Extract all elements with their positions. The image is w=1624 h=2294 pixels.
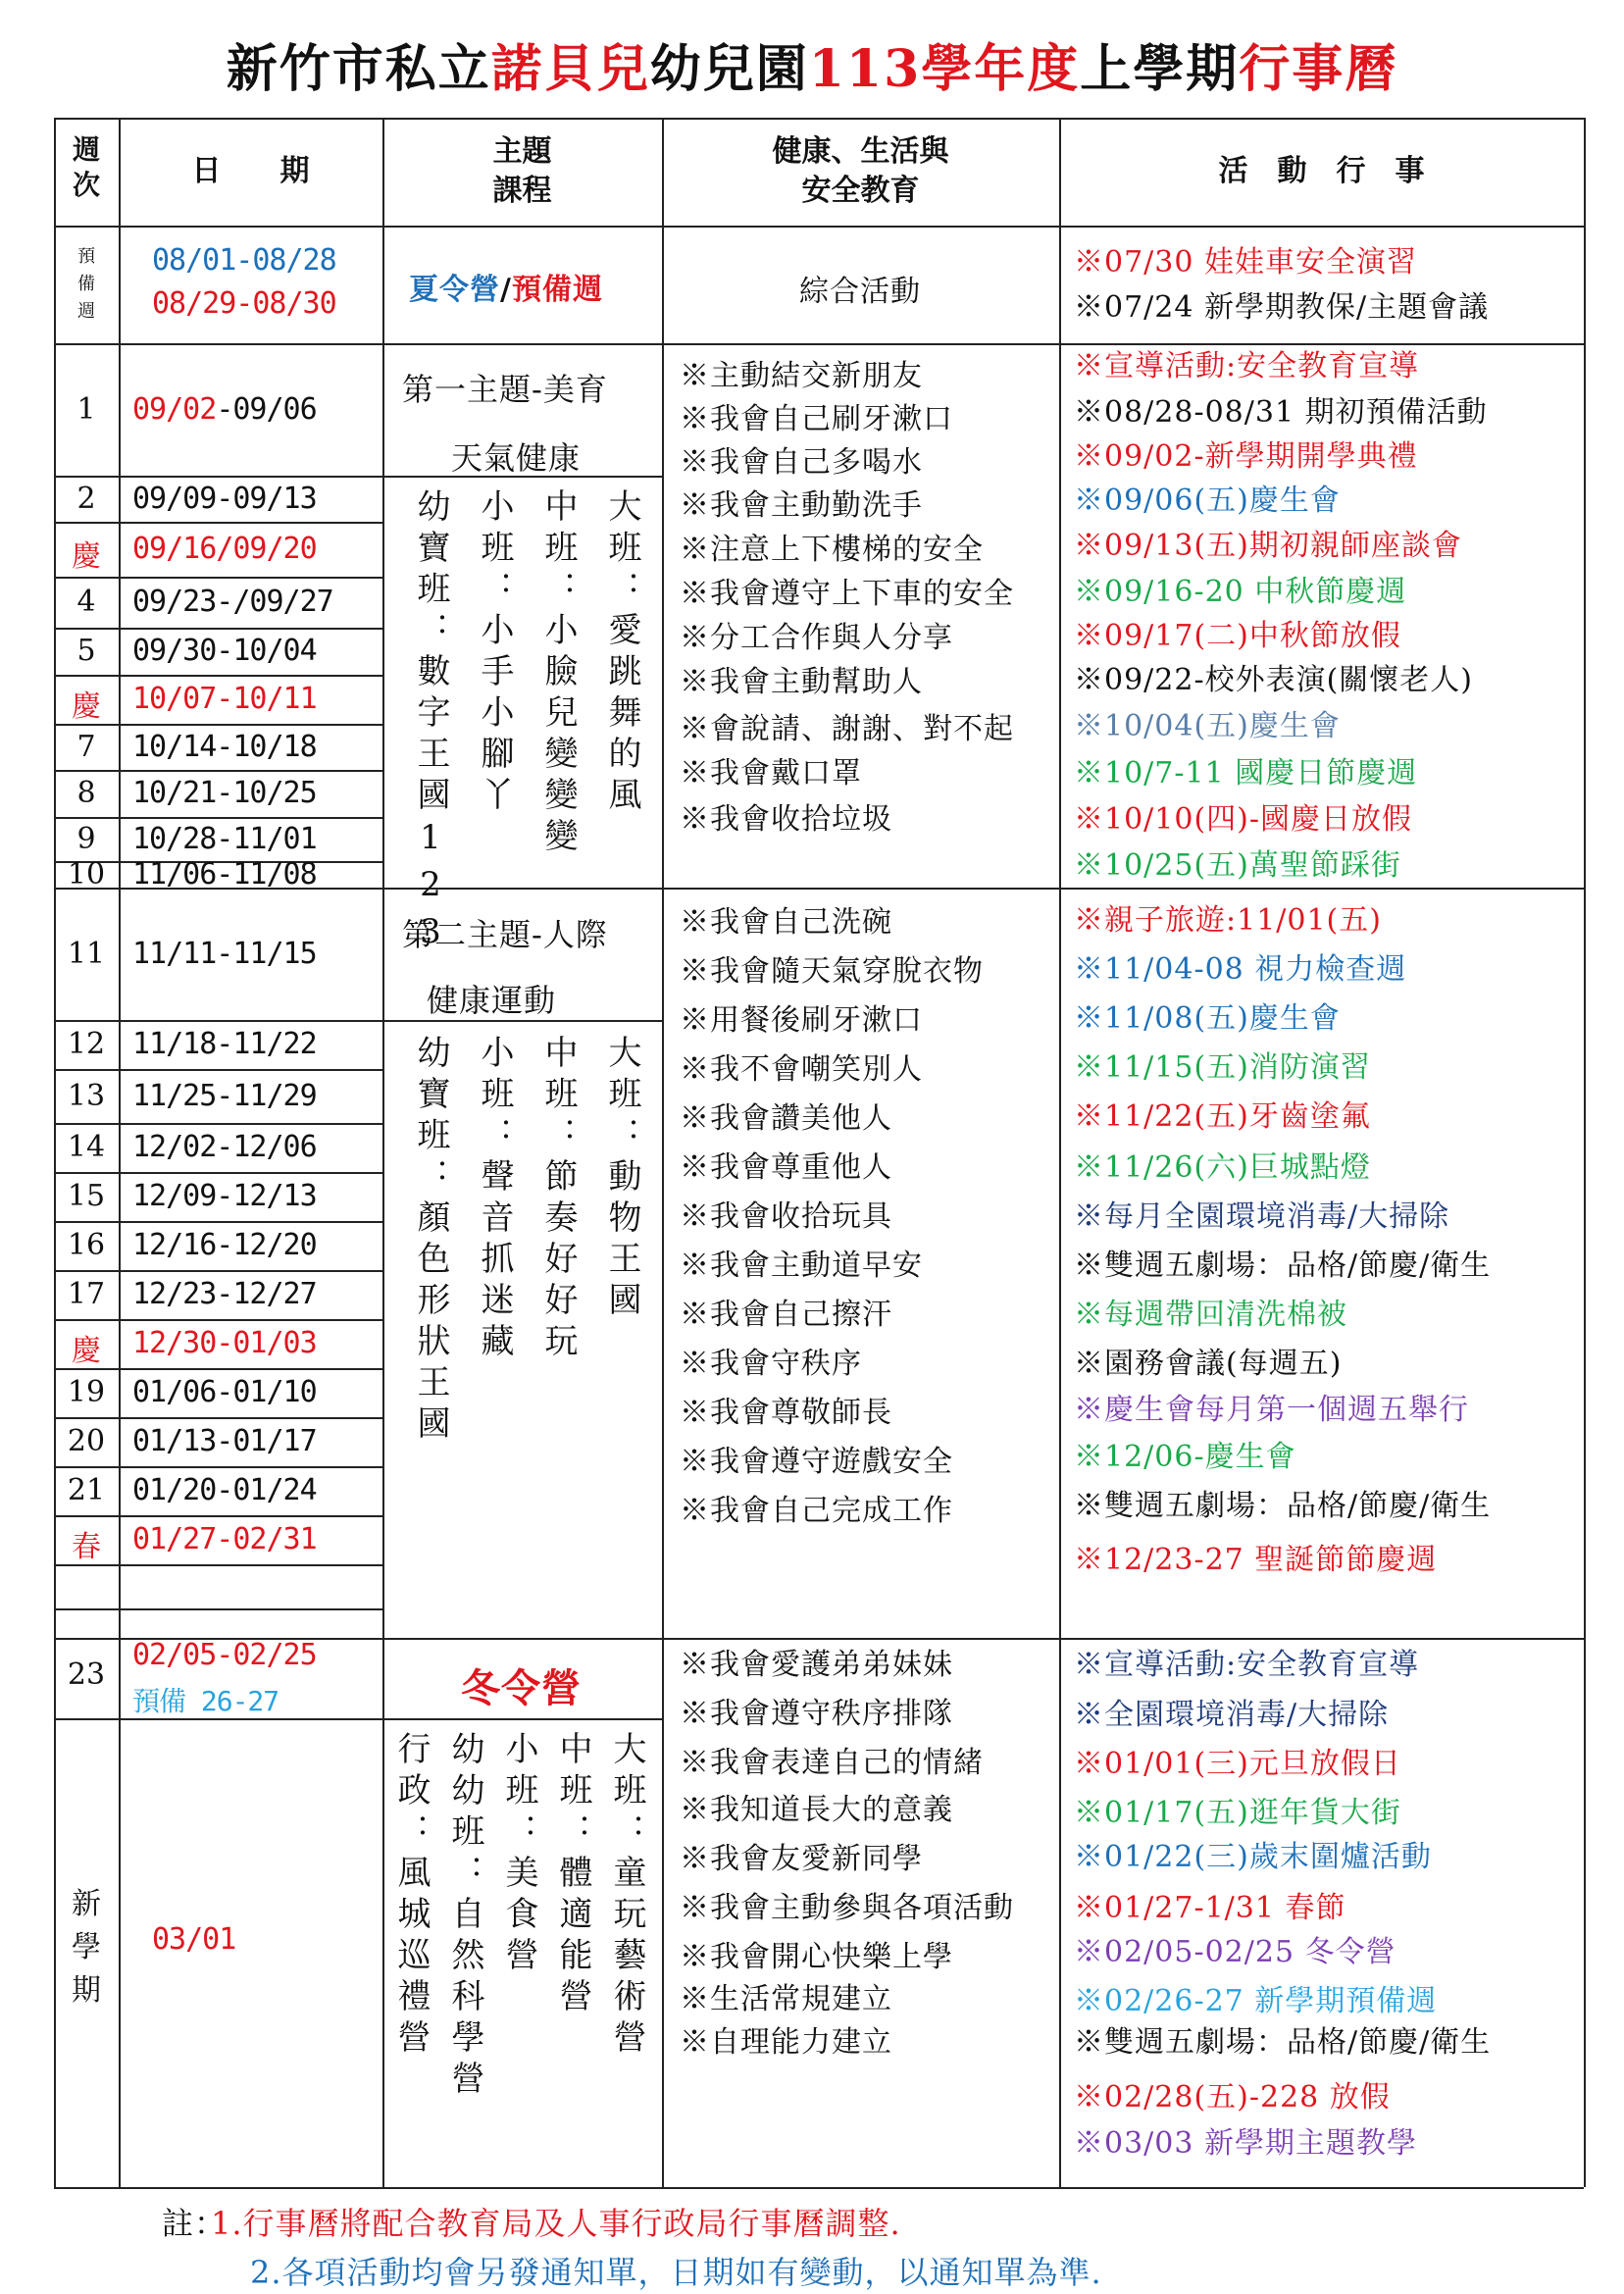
row-border <box>54 628 382 630</box>
title-calendar: 行事曆 <box>1239 39 1398 99</box>
activity-item: ※11/04-08 視力檢查週 <box>1074 952 1407 987</box>
note-label: 註： <box>162 2205 228 2242</box>
week-number: 10 <box>67 856 106 892</box>
date-range: 02/05-02/25 <box>132 1638 317 1672</box>
date-range: 01/13-01/17 <box>132 1424 317 1458</box>
row-border <box>54 226 1584 228</box>
column-border <box>662 118 664 2187</box>
activity-item: ※01/01(三)元旦放假日 <box>1074 1747 1401 1781</box>
theme-3-class-3: 幼幼班：自然科學營 <box>445 1731 484 2102</box>
column-border <box>1584 118 1586 2187</box>
health-item: ※我會開心快樂上學 <box>680 1940 953 1974</box>
row-border <box>54 1466 382 1468</box>
health-item: ※生活常規建立 <box>680 1982 892 2016</box>
theme-2-class-0: 大班：動物王國 <box>602 1035 641 1323</box>
activity-item: ※09/16-20 中秋節慶週 <box>1074 575 1407 609</box>
health-item: ※我會愛護弟弟妹妹 <box>680 1648 953 1682</box>
week-number: 慶 <box>72 539 101 574</box>
row-border <box>54 577 382 579</box>
week-number: 1 <box>76 391 96 427</box>
activity-item: ※10/25(五)萬聖節踩街 <box>1074 848 1401 883</box>
week-number: 2 <box>76 481 96 516</box>
date-range: 09/23-/09/27 <box>132 585 333 619</box>
activity-item: ※02/28(五)-228 放假 <box>1074 2080 1391 2115</box>
activity-item: ※07/30 娃娃車安全演習 <box>1074 245 1417 280</box>
note-1: 1.行事曆將配合教育局及人事行政局行事曆調整. <box>211 2205 901 2242</box>
activity-item: ※01/22(三)歲末圍爐活動 <box>1074 1840 1432 1874</box>
theme-2-class-1: 中班：節奏好好玩 <box>538 1035 578 1364</box>
health-item: ※我會收拾垃圾 <box>680 802 892 837</box>
row-border <box>54 1319 382 1321</box>
theme-2-title: 第二主題-人際 <box>402 916 608 953</box>
activity-item: ※11/08(五)慶生會 <box>1074 1001 1341 1036</box>
activity-item: ※10/7-11 國慶日節慶週 <box>1074 756 1418 790</box>
date-prep-2: 08/29-08/30 <box>152 286 336 321</box>
activity-item: ※09/22-校外表演(關懷老人) <box>1074 663 1473 697</box>
week-number: 春 <box>72 1530 101 1564</box>
activity-item: ※10/10(四)-國慶日放假 <box>1074 802 1412 837</box>
activity-item: ※11/22(五)牙齒塗氟 <box>1074 1099 1371 1134</box>
row-border <box>54 675 382 677</box>
date-range: 01/27-02/31 <box>132 1522 317 1556</box>
title-school-name: 諾貝兒 <box>490 39 650 99</box>
week-number: 19 <box>67 1375 106 1409</box>
week-number: 11 <box>67 936 106 971</box>
theme-1-subtitle: 天氣健康 <box>451 439 582 477</box>
activity-item: ※宣導活動:安全教育宣導 <box>1074 349 1420 383</box>
date-range: 12/02-12/06 <box>132 1130 317 1164</box>
theme-3-class-1: 中班：體適能營 <box>553 1731 592 2019</box>
health-item: ※我會主動幫助人 <box>680 665 923 699</box>
date-range: 11/06-11/08 <box>132 856 317 892</box>
week-number: 7 <box>76 729 96 764</box>
date-range: 12/23-12/27 <box>132 1277 317 1311</box>
activity-item: ※慶生會每月第一個週五舉行 <box>1074 1393 1469 1427</box>
row-border <box>54 1221 382 1223</box>
health-item: ※我會主動勤洗手 <box>680 488 923 523</box>
health-item: ※我會遵守秩序排隊 <box>680 1697 953 1731</box>
week-number: 12 <box>67 1027 106 1061</box>
health-item: ※主動結交新朋友 <box>680 359 923 393</box>
date-new-semester: 03/01 <box>152 1922 236 1957</box>
theme-1-title: 第一主題-美育 <box>402 371 608 408</box>
column-border <box>382 118 384 2187</box>
date-range: 12/09-12/13 <box>132 1179 317 1213</box>
health-item: ※我會收拾玩具 <box>680 1199 892 1234</box>
activity-item: ※01/17(五)逛年貨大街 <box>1074 1796 1401 1830</box>
health-item: ※我會讚美他人 <box>680 1101 892 1136</box>
row-border <box>54 343 382 345</box>
header-activity: 活 動 行 事 <box>1218 154 1425 188</box>
date-range: 09/30-10/04 <box>132 634 317 668</box>
theme-1-class-2: 小班：小手小腳丫 <box>475 488 514 818</box>
theme-1-class-3: 幼寶班：數字王國123 <box>411 488 450 959</box>
activity-item: ※每週帶回清洗棉被 <box>1074 1298 1347 1332</box>
health-item: ※我會自己擦汗 <box>680 1298 892 1332</box>
week-number: 慶 <box>72 1334 101 1368</box>
row-border <box>54 522 382 524</box>
row-border <box>54 476 382 478</box>
theme-3-class-4: 行政：風城巡禮營 <box>391 1731 431 2061</box>
activity-item: ※親子旅遊:11/01(五) <box>1074 903 1382 938</box>
activity-item: ※12/23-27 聖誕節節慶週 <box>1074 1543 1438 1577</box>
health-item: ※我會守秩序 <box>680 1347 862 1381</box>
health-item: ※我會戴口罩 <box>680 756 862 790</box>
activity-item: ※11/26(六)巨城點燈 <box>1074 1150 1371 1185</box>
health-item: ※會說請、謝謝、對不起 <box>680 712 1014 746</box>
week-cell-new-semester: 新 學 期 <box>72 1887 101 2008</box>
theme-2-subtitle: 健康運動 <box>427 982 557 1019</box>
page-title <box>0 27 1624 101</box>
activity-item: ※12/06-慶生會 <box>1074 1440 1296 1474</box>
row-border <box>54 1270 382 1272</box>
note-2: 2.各項活動均會另發通知單，日期如有變動，以通知單為準. <box>250 2254 1102 2291</box>
date-range: 01/20-01/24 <box>132 1473 317 1507</box>
activity-item: ※11/15(五)消防演習 <box>1074 1050 1371 1085</box>
row-border <box>54 1123 382 1125</box>
header-date: 日 期 <box>191 154 310 188</box>
theme-3-class-0: 大班：童玩藝術營 <box>607 1731 646 2061</box>
theme-1-class-0: 大班：愛跳舞的風 <box>602 488 641 818</box>
theme-1-class-1: 中班：小臉兒變變變 <box>538 488 578 859</box>
health-item: ※我會自己刷牙漱口 <box>680 402 953 436</box>
header-theme: 主題 課程 <box>492 134 552 208</box>
health-item: ※我會主動道早安 <box>680 1249 923 1283</box>
health-item: ※我會尊重他人 <box>680 1150 892 1185</box>
week-number: 13 <box>67 1078 106 1113</box>
activity-item: ※雙週五劇場：品格/節慶/衛生 <box>1074 1489 1492 1523</box>
week-number: 5 <box>76 634 96 668</box>
title-kindergarten: 幼兒園 <box>649 39 809 99</box>
health-item: ※我會友愛新同學 <box>680 1842 923 1876</box>
row-border <box>382 1718 662 1720</box>
title-semester: 上學期 <box>1080 39 1240 99</box>
health-item: ※我知道長大的意義 <box>680 1793 953 1827</box>
week-number: 16 <box>67 1228 106 1262</box>
health-item: ※我會表達自己的情緒 <box>680 1746 984 1780</box>
theme-prep: 夏令營/預備週 <box>409 273 603 307</box>
row-border <box>54 770 382 772</box>
activity-item: ※02/05-02/25 冬令營 <box>1074 1935 1396 1969</box>
week-number: 4 <box>76 585 96 619</box>
activity-item: ※07/24 新學期教保/主題會議 <box>1074 290 1490 325</box>
date-range: 11/11-11/15 <box>132 936 317 971</box>
health-item: ※自理能力建立 <box>680 2025 892 2060</box>
date-range: 11/18-11/22 <box>132 1027 317 1061</box>
calendar-table <box>54 118 1584 2187</box>
column-border <box>1059 118 1061 2187</box>
health-item: ※我會自己完成工作 <box>680 1494 953 1528</box>
theme-2-class-2: 小班：聲音抓迷藏 <box>475 1035 514 1364</box>
row-border <box>54 118 1584 120</box>
date-range: 11/25-11/29 <box>132 1078 317 1113</box>
week-number: 9 <box>76 821 96 856</box>
date-range-prep: 預備 26-27 <box>132 1685 279 1717</box>
health-item: ※我會遵守上下車的安全 <box>680 577 1014 611</box>
date-range: 10/21-10/25 <box>132 776 317 810</box>
date-range: 10/07-10/11 <box>132 682 317 716</box>
row-border <box>54 1608 382 1610</box>
week-number: 15 <box>67 1179 106 1213</box>
activity-item: ※09/02-新學期開學典禮 <box>1074 439 1418 474</box>
activity-item: ※09/13(五)期初親師座談會 <box>1074 529 1462 563</box>
row-border <box>54 2187 382 2189</box>
health-item: ※我會主動參與各項活動 <box>680 1891 1014 1925</box>
date-range: 12/16-12/20 <box>132 1228 317 1262</box>
week-number: 慶 <box>72 689 101 724</box>
week-number: 21 <box>67 1473 106 1507</box>
activity-item: ※園務會議(每週五) <box>1074 1347 1343 1381</box>
health-item: ※我會自己洗碗 <box>680 905 892 940</box>
date-range: 01/06-01/10 <box>132 1375 317 1409</box>
activity-item: ※宣導活動:安全教育宣導 <box>1074 1648 1420 1682</box>
column-border <box>119 118 121 2187</box>
health-item: ※我會隨天氣穿脫衣物 <box>680 954 984 989</box>
activity-item: ※09/17(二)中秋節放假 <box>1074 619 1401 653</box>
health-item: ※我不會嘲笑別人 <box>680 1052 923 1087</box>
health-item: ※我會尊敬師長 <box>680 1396 892 1430</box>
date-range: 09/09-09/13 <box>132 481 317 516</box>
week-number: 14 <box>67 1130 106 1164</box>
row-border <box>54 1020 382 1022</box>
theme-3-class-2: 小班：美食營 <box>499 1731 538 1978</box>
title-city: 新竹市私立 <box>226 39 491 99</box>
health-item: ※我會自己多喝水 <box>680 445 923 480</box>
theme-3-title: 冬令營 <box>461 1665 582 1711</box>
date-range: 10/28-11/01 <box>132 821 317 856</box>
row-border <box>54 817 382 819</box>
activity-item: ※09/06(五)慶生會 <box>1074 484 1341 518</box>
date-prep-1: 08/01-08/28 <box>152 243 336 278</box>
date-range: 10/14-10/18 <box>132 729 317 764</box>
header-week: 週 次 <box>72 133 100 201</box>
week-cell-prep: 預 備 週 <box>77 246 95 322</box>
activity-item: ※02/26-27 新學期預備週 <box>1074 1984 1438 2018</box>
activity-item: ※每月全園環境消毒/大掃除 <box>1074 1199 1450 1234</box>
activity-item: ※雙週五劇場：品格/節慶/衛生 <box>1074 1249 1492 1283</box>
title-year: 113學年度 <box>808 39 1081 99</box>
week-number: 8 <box>76 776 96 810</box>
activity-item: ※雙週五劇場：品格/節慶/衛生 <box>1074 2025 1492 2060</box>
date-range: 09/02-09/06 <box>132 391 317 427</box>
row-border <box>54 1417 382 1419</box>
row-border <box>54 1172 382 1174</box>
activity-item: ※全園環境消毒/大掃除 <box>1074 1698 1390 1732</box>
activity-item: ※03/03 新學期主題教學 <box>1074 2126 1417 2161</box>
health-item: ※注意上下樓梯的安全 <box>680 533 984 567</box>
activity-item: ※01/27-1/31 春節 <box>1074 1891 1346 1925</box>
week-number: 23 <box>67 1657 106 1692</box>
health-item: ※用餐後刷牙漱口 <box>680 1003 923 1038</box>
header-health: 健康、生活與 安全教育 <box>772 134 949 208</box>
row-border <box>54 1069 382 1071</box>
row-border <box>54 1515 382 1517</box>
activity-item: ※10/04(五)慶生會 <box>1074 709 1341 743</box>
date-range: 12/30-01/03 <box>132 1326 317 1360</box>
health-item: ※我會遵守遊戲安全 <box>680 1445 953 1479</box>
theme-2-class-3: 幼寶班：顏色形狀王國 <box>411 1035 450 1447</box>
health-item: ※分工合作與人分享 <box>680 621 953 655</box>
activity-item: ※08/28-08/31 期初預備活動 <box>1074 395 1488 430</box>
health-prep: 綜合活動 <box>799 275 921 309</box>
date-range: 09/16/09/20 <box>132 532 317 566</box>
week-number: 20 <box>67 1424 106 1458</box>
week-number: 17 <box>67 1277 106 1311</box>
